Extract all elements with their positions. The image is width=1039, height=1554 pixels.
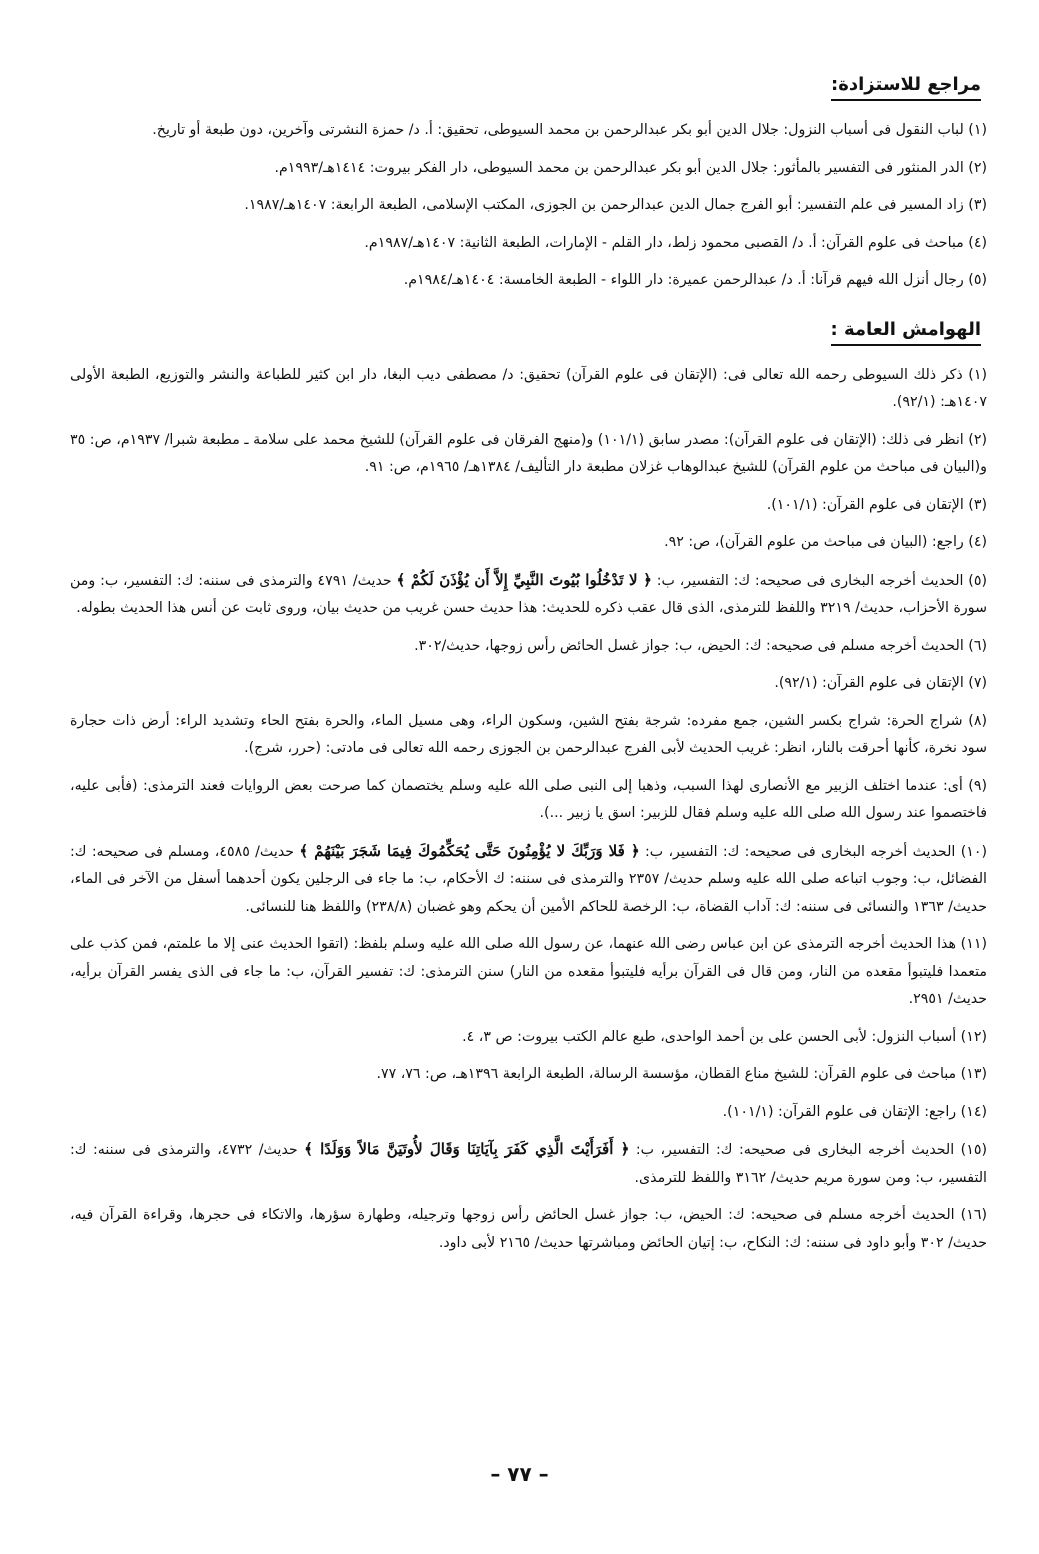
footnote-15: [70, 1136, 987, 1192]
references-heading-wrap: [70, 72, 987, 117]
footnote-11: (١١) هذا الحديث أخرجه الترمذى عن ابن عباس رضى الله عنهما، عن رسول الله صلى الله عليه وسلم بلفظ: (اتقوا الحديث عنى إلا ما علمتم، فمن كذب على متعمدا فليتبوأ مقعده من النار، ومن قال فى القرآن برأيه فليتبوأ مقعده من النار) سنن الترمذى: ك: تفسير القرآن، ب: ما جاء فى الذى يفسر القرآن برأيه، حديث/ ٢٩٥١.: [70, 936, 987, 1007]
quran-verse: ﴿ فَلا وَرَبِّكَ لا يُؤْمِنُونَ حَتَّى يُحَكِّمُوكَ فِيمَا شَجَرَ بَيْنَهُمْ ﴾: [299, 841, 640, 860]
footnote-4: (٤) راجع: (البيان فى مباحث من علوم القرآن)، ص: ٩٢.: [664, 534, 987, 550]
footnote-14: (١٤) راجع: الإتقان فى علوم القرآن: (١٠١/١).: [722, 1103, 987, 1120]
footnotes-heading: الهوامش العامة :: [831, 317, 982, 346]
footnote-10: [70, 838, 987, 922]
footnote-12: (١٢) أسباب النزول: لأبى الحسن على بن أحمد الواحدى، طبع عالم الكتب بيروت: ص ٣، ٤.: [462, 1028, 987, 1045]
page-number: – ٧٧ –: [490, 1462, 549, 1486]
footnote-16: (١٦) الحديث أخرجه مسلم فى صحيحه: ك: الحيض، ب: جواز غسل الحائض رأس زوجها وترجيله، وطهارة سؤرها، والاتكاء فى حجرها، وقراءة القرآن فيه، حديث/ ٣٠٢ وأبو داود فى سننه: ك: النكاح، ب: إتيان الحائض ومباشرتها حديث/ ٢١٦٥ لأبى داود.: [70, 1207, 987, 1251]
footnote-5-rest: حديث/ ٤٧٩١ والترمذى فى سننه: ك: التفسير، ب: ومن سورة الأحزاب، حديث/ ٣٢١٩ واللفظ للترمذى، الذى قال عقب ذكره للحديث: هذا حديث حسن غريب من حديث بيان، وروى ثابت عن أنس هذا الحديث بطوله.: [70, 572, 987, 616]
reference-item: (١) لباب النقول فى أسباب النزول: جلال الدين أبو بكر عبدالرحمن بن محمد السيوطى، تحقيق: أ. د/ حمزة النشرتى وآخرين، دون طبعة أو تاريخ.: [152, 122, 987, 138]
footnote-2: (٢) انظر فى ذلك: (الإتقان فى علوم القرآن): مصدر سابق (١٠١/١) و(منهج الفرقان فى علوم القرآن) للشيخ محمد على سلامة ـ مطبعة شبرا/ ١٩٣٧م، ص: ٣٥ و(البيان فى مباحث من علوم القرآن) للشيخ عبدالوهاب غزلان مطبعة دار التأليف/ ١٣٨٤هـ/ ١٩٦٥م، ص: ٩١.: [70, 431, 987, 475]
footnote-13: (١٣) مباحث فى علوم القرآن: للشيخ مناع القطان، مؤسسة الرسالة، الطبعة الرابعة ١٣٩٦هـ، ص: ٧٦، ٧٧.: [376, 1066, 987, 1082]
page-body: [70, 72, 987, 1267]
footnote-5: [70, 567, 987, 623]
quran-verse: ﴿ أَفَرَأَيْتَ الَّذِي كَفَرَ بِآيَاتِنَا وَقَالَ لأُوتَيَنَّ مَالاً وَوَلَدًا ﴾: [304, 1140, 630, 1158]
footnote-15-lead: (١٥) الحديث أخرجه البخارى فى صحيحه: ك: التفسير، ب:: [635, 1142, 987, 1158]
reference-item: (٤) مباحث فى علوم القرآن: أ. د/ القصبى محمود زلط، دار القلم - الإمارات، الطبعة الثانية: ١٤٠٧هـ/١٩٨٧م.: [364, 234, 987, 251]
footnote-8: (٨) شراج الحرة: شراج بكسر الشين، جمع مفرده: شرجة بفتح الشين، وسكون الراء، وهى مسيل الماء، والحرة بفتح الحاء وتشديد الراء: أرض ذات حجارة سود نخرة، كأنها أحرقت بالنار، انظر: غريب الحديث لأبى الفرج عبدالرحمن بن الجوزى رحمه الله تعالى فى مادتى: (حرر، شرج).: [70, 712, 987, 756]
reference-item: (٣) زاد المسير فى علم التفسير: أبو الفرج جمال الدين عبدالرحمن بن الجوزى، المكتب الإسلامى، الطبعة الرابعة: ١٤٠٧هـ/١٩٨٧.: [244, 197, 987, 213]
footnote-15-rest: حديث/ ٤٧٣٢، والترمذى فى سننه: ك: التفسير، ب: ومن سورة مريم حديث/ ٣١٦٢ واللفظ للترمذى.: [70, 1142, 987, 1186]
footnote-7: (٧) الإتقان فى علوم القرآن: (٩٢/١).: [774, 675, 987, 691]
references-heading: مراجع للاستزادة:: [831, 72, 981, 101]
footnote-6: (٦) الحديث أخرجه مسلم فى صحيحه: ك: الحيض، ب: جواز غسل الحائض رأس زوجها، حديث/٣٠٢.: [414, 637, 987, 654]
footnote-5-lead: (٥) الحديث أخرجه البخارى فى صحيحه: ك: التفسير، ب:: [656, 572, 988, 589]
footnote-3: (٣) الإتقان فى علوم القرآن: (١٠١/١).: [766, 496, 987, 513]
references-list: [70, 117, 987, 295]
footnote-10-rest: حديث/ ٤٥٨٥، ومسلم فى صحيحه: ك: الفضائل، ب: وجوب اتباعه صلى الله عليه وسلم حديث/ ٢٣٥٧ والترمذى فى سننه: ك الأحكام، ب: ما جاء فى الرجلين يكون أحدهما أسفل من الآخر فى الماء، حديث/ ١٣٦٣ والنسائى فى سننه: ك: آداب القضاة، ب: الرخصة للحاكم الأمين أن يحكم وهو غضبان (٢٣٨/٨) واللفظ هنا للنسائى.: [70, 843, 987, 915]
reference-item: (٥) رجال أنزل الله فيهم قرآنا: أ. د/ عبدالرحمن عميرة: دار اللواء - الطبعة الخامسة: ١٤٠٤هـ/١٩٨٤م.: [403, 272, 987, 288]
footnote-9: (٩) أى: عندما اختلف الزبير مع الأنصارى لهذا السبب، وذهبا إلى النبى صلى الله عليه وسلم يختصمان كما صرحت بعض الروايات فعند الترمذى: (فأبى عليه، فاختصموا عند رسول الله صلى الله عليه وسلم فقال للزبير: اسق يا زبير ...).: [70, 777, 987, 821]
reference-item: (٢) الدر المنثور فى التفسير بالمأثور: جلال الدين أبو بكر عبدالرحمن بن محمد السيوطى، دار الفكر بيروت: ١٤١٤هـ/١٩٩٣م.: [274, 159, 987, 176]
footnotes-list: [70, 362, 987, 1258]
quran-verse: ﴿ لا تَدْخُلُوا بُيُوتَ النَّبِيِّ إِلاَّ أَن يُؤْذَنَ لَكُمْ ﴾: [396, 570, 652, 589]
footnotes-heading-wrap: [70, 317, 987, 362]
footnote-10-lead: (١٠) الحديث أخرجه البخارى فى صحيحه: ك: التفسير، ب:: [644, 843, 988, 860]
footnote-1: (١) ذكر ذلك السيوطى رحمه الله تعالى فى: (الإتقان فى علوم القرآن) تحقيق: د/ مصطفى ديب البغا، دار ابن كثير للطباعة والنشر والتوزيع، الطبعة الأولى ١٤٠٧هـ: (٩٢/١).: [70, 366, 987, 410]
